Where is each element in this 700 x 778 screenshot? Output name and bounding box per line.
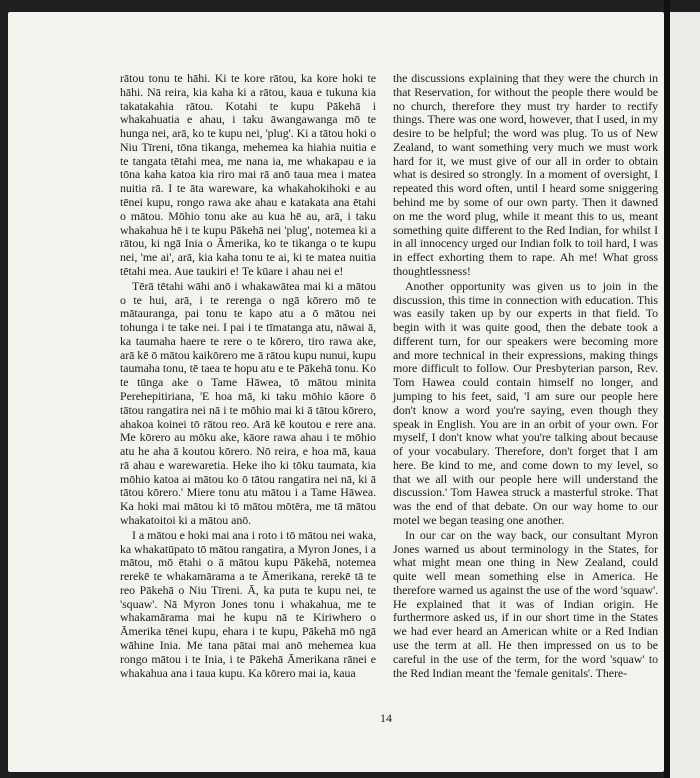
paragraph: I a mātou e hoki mai ana i roto i tō mātou nei waka, ka whakatūpato tō mātou rangatira, a Myron Jones, i a mātou, mō ētahi o ā mātou kupu Pākehā, notemea rerekē te whakamārama a te Āmerikana, rerekē tā te reo Pākehā o Niu Tīreni. Ā, ka puta te kupu nei, te 'squaw'. Nā Myron Jones tonu i whakahua, me te whakamārama mai he kupu nā te Kiriwhero o Āmerika tēnei kupu, ehara i te kupu, Pākehā mō ngā wāhine Inia. Me tana pātai mai anō mehemea kua rongo mātou i te Inia, i te Pākehā Āmerikana rānei e whakahua ana i taua kupu. Ka kōrero mai ia, kaua (120, 527, 376, 680)
paragraph: In our car on the way back, our consultant Myron Jones warned us about terminology in the States, for what might mean one thing in New Zealand, could quite well mean something else in America. He therefore warned us against the use of the word 'squaw'. He explained that it was of Indian origin. He furthermore asked us, if in our short time in the States we had ever heard an American white or a Red Indian use the term at all. He then impressed on us to be careful in the use of the term, for the word 'squaw' to the Red Indian meant the 'female genitals'. There- (393, 527, 658, 680)
paragraph: the discussions explaining that they were the church in that Reservation, for without the people there would be no church, therefore they must try harder to rectify things. There was one word, however, that I used, in my desire to be helpful; the word was plug. To us of New Zealand, to want something very much we must work hard for it, we must give of our all in order to obtain what is desired so strongly. In a moment of oversight, I repeated this word often, until I heard some sniggering behind me by some of our own party. Then it dawned on me the word plug, while it meant this to us, meant something quite different to the Red Indian, for whilst I in all innocency urged our Indian folk to toil hard, I was in effect exhorting them to rape. Ah me! What gross thoughtlessness! (393, 71, 658, 278)
paragraph: Tērā tētahi wāhi anō i whakawātea mai ki a mātou o te hui, arā, i te rerenga o ngā kōrero mō te mātauranga, pai tonu te kapo atu a ō mātou nei tohunga i te take nei. I pai i te tīmatanga atu, nāwai ā, ka taumaha haere te rere o te kōrero, tiro rawa ake, arā kē ō mātou kaikōrero me ā rātou kupu nunui, kupu taumaha tonu, tē taea te hopu atu e te Pākehā tonu. Ko te tūnga ake o Tame Hāwea, tō mātou minita Perehepitiriana, 'E hoa mā, ki taku mōhio kāore ō tātou rangatira nei nā i te mōhio mai ki ā tātou kōrero, ahakoa koinei tō rātou reo. Arā kē koutou e rere ana. Me kōrero au mōku ake, kāore rawa ahau i te mōhio atu he aha ā koutou kōrero. Nō reira, e hoa mā, kaua rā ahau e warewaretia. Heke iho ki tōku taumata, kia mōhio katoa ai mātou ko ō tātou rangatira nei nā, ki ā tātou kōrero.' Miere tonu atu mātou i a Tame Hāwea. Ka hoki mai mātou ki tō mātou mōtēra, me tā mātou whakatoitoi ki a mātou anō. (120, 278, 376, 527)
english-text-column (393, 72, 658, 680)
page-number-footer (8, 711, 664, 726)
adjacent-page-edge (670, 12, 700, 778)
paragraph: rātou tonu te hāhi. Ki te kore rātou, ka kore hoki te hāhi. Nā reira, kia kaha ki a rātou, kaua e tukuna kia takatakahia rātou. Kotahi te kupu Pākehā i whakahuatia e ahau, i taku āwangawanga mō te hunga nei, arā, ko te kupu nei, 'plug'. Ki a tātou hoki o Niu Tīreni, tōna tikanga, mehemea ka hiahia nuitia e te tangata tētahi mea, me nana ia, me whakapau e ia tōna kaha katoa kia riro mai rā anō taua mea i matea nuitia rā. I te āta wareware, ka whakahokihoki e au tēnei kupu, rongo rawa ake ahau e katakata ana ētahi o mātou. Mōhio tonu ake au kua hē au, arā, i taku whakahua hē i te kupu Pākehā nei 'plug', notemea ki a rātou, ki ngā Inia o Āmerika, ko te tikanga o te kupu nei, 'me ai', arā, kia kaha tonu te ai, ki te matea nuitia tētahi mea. Aue taukiri e! Te kūare i ahau nei e! (120, 71, 376, 278)
page-number: 14 (380, 711, 392, 725)
book-page (8, 12, 664, 772)
paragraph: Another opportunity was given us to join in the discussion, this time in connection with education. This was easily taken up by our experts in that field. To begin with it was quite good, then the debate took a different turn, for our speakers were becoming more and more technical in their expressions, making things more difficult to follow. Our Presbyterian parson, Rev. Tom Hawea could contain himself no longer, and jumping to his feet, said, 'I am sure our people here don't know a word you're saying, even though they speak in English. You are in an orbit of your own. For myself, I don't know what you're talking about because of your vocabulary. Therefore, don't forget that I am here. Be kind to me, and come down to my level, so that we all with our people here will understand the discussion.' Tom Hawea struck a masterful stroke. That was the end of that debate. On our way home to our motel we began teasing one another. (393, 278, 658, 527)
maori-text-column (120, 72, 376, 680)
